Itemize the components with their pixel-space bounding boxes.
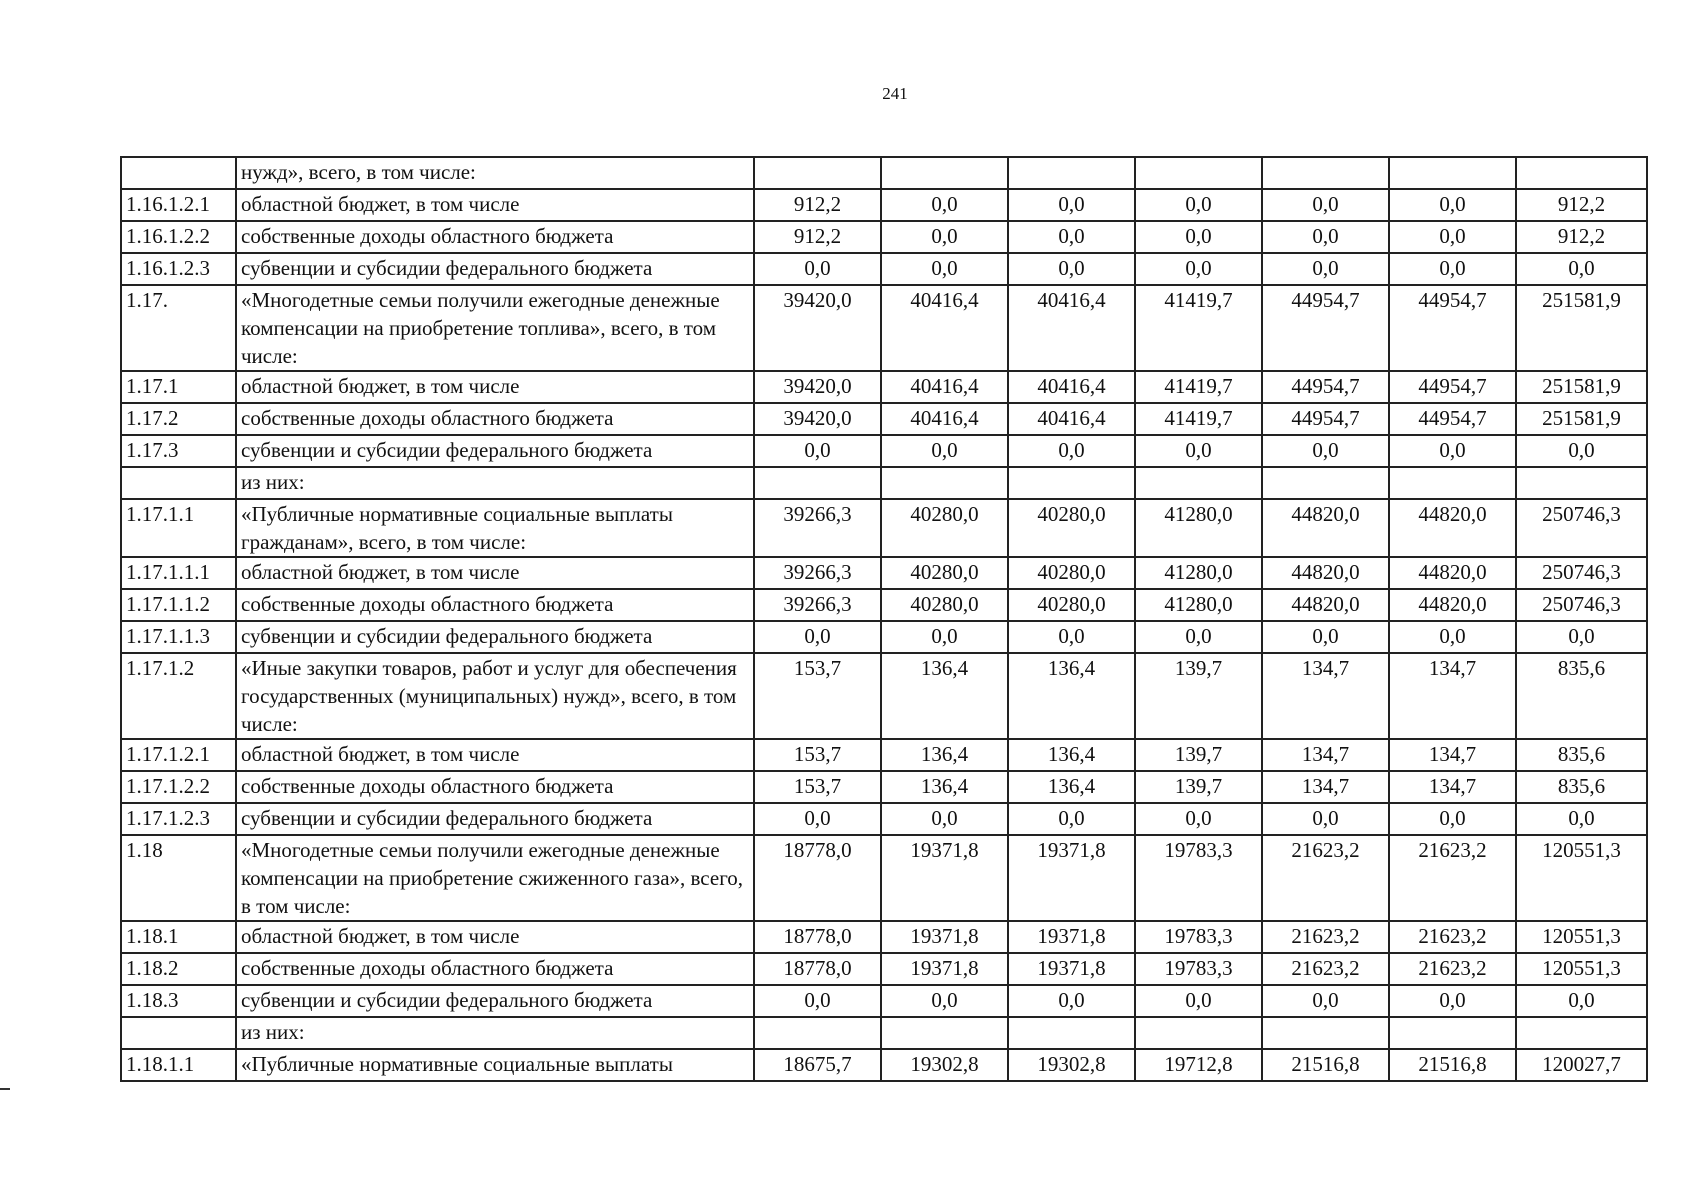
row-total: 835,6 bbox=[1516, 771, 1647, 803]
row-value: 19302,8 bbox=[881, 1049, 1008, 1081]
row-total: 250746,3 bbox=[1516, 557, 1647, 589]
row-description: субвенции и субсидии федерального бюджета bbox=[236, 253, 754, 285]
table-row bbox=[121, 589, 1647, 621]
row-value: 21623,2 bbox=[1389, 953, 1516, 985]
row-value: 44954,7 bbox=[1389, 403, 1516, 435]
row-value: 41419,7 bbox=[1135, 403, 1262, 435]
row-description: собственные доходы областного бюджета bbox=[236, 771, 754, 803]
row-description: субвенции и субсидии федерального бюджета bbox=[236, 985, 754, 1017]
row-description: субвенции и субсидии федерального бюджета bbox=[236, 621, 754, 653]
row-value: 18778,0 bbox=[754, 835, 881, 921]
row-value: 0,0 bbox=[1008, 221, 1135, 253]
row-value: 0,0 bbox=[1262, 621, 1389, 653]
row-value: 0,0 bbox=[754, 435, 881, 467]
table-row bbox=[121, 921, 1647, 953]
row-value: 40416,4 bbox=[881, 403, 1008, 435]
row-description: «Многодетные семьи получили ежегодные денежные компенсации на приобретение топлива», всего, в том числе: bbox=[236, 285, 754, 371]
row-code: 1.17.3 bbox=[121, 435, 236, 467]
row-value: 21623,2 bbox=[1389, 921, 1516, 953]
row-value: 40416,4 bbox=[1008, 371, 1135, 403]
row-value: 19783,3 bbox=[1135, 835, 1262, 921]
row-value: 0,0 bbox=[1262, 221, 1389, 253]
row-description: собственные доходы областного бюджета bbox=[236, 589, 754, 621]
row-value: 153,7 bbox=[754, 739, 881, 771]
row-value: 41280,0 bbox=[1135, 499, 1262, 557]
row-description: из них: bbox=[236, 467, 754, 499]
row-value: 912,2 bbox=[754, 221, 881, 253]
row-value: 21623,2 bbox=[1262, 953, 1389, 985]
row-value: 0,0 bbox=[1008, 621, 1135, 653]
row-value: 139,7 bbox=[1135, 653, 1262, 739]
row-value: 39266,3 bbox=[754, 589, 881, 621]
row-value: 0,0 bbox=[881, 253, 1008, 285]
row-value bbox=[1262, 1017, 1389, 1049]
table-row bbox=[121, 499, 1647, 557]
row-value: 134,7 bbox=[1389, 771, 1516, 803]
row-value: 153,7 bbox=[754, 653, 881, 739]
row-value: 41419,7 bbox=[1135, 285, 1262, 371]
row-value bbox=[1389, 157, 1516, 189]
row-value bbox=[1008, 157, 1135, 189]
row-total: 0,0 bbox=[1516, 435, 1647, 467]
row-value: 18778,0 bbox=[754, 953, 881, 985]
row-value: 39420,0 bbox=[754, 371, 881, 403]
row-code: 1.17.1.2.3 bbox=[121, 803, 236, 835]
row-description: нужд», всего, в том числе: bbox=[236, 157, 754, 189]
row-total: 0,0 bbox=[1516, 253, 1647, 285]
row-code: 1.17.1.1.3 bbox=[121, 621, 236, 653]
table-row bbox=[121, 221, 1647, 253]
row-code: 1.18.3 bbox=[121, 985, 236, 1017]
table-row bbox=[121, 739, 1647, 771]
row-value: 19371,8 bbox=[1008, 953, 1135, 985]
row-description: «Публичные нормативные социальные выплаты bbox=[236, 1049, 754, 1081]
table-row bbox=[121, 189, 1647, 221]
row-total: 0,0 bbox=[1516, 621, 1647, 653]
row-value: 40416,4 bbox=[1008, 403, 1135, 435]
row-value: 41280,0 bbox=[1135, 589, 1262, 621]
row-code: 1.17.1.2 bbox=[121, 653, 236, 739]
table-row bbox=[121, 557, 1647, 589]
row-value: 44954,7 bbox=[1389, 371, 1516, 403]
row-value: 0,0 bbox=[881, 189, 1008, 221]
row-value: 0,0 bbox=[1135, 621, 1262, 653]
row-value bbox=[1135, 467, 1262, 499]
table-row bbox=[121, 621, 1647, 653]
row-value: 39420,0 bbox=[754, 285, 881, 371]
row-total: 120551,3 bbox=[1516, 921, 1647, 953]
row-value: 40280,0 bbox=[1008, 499, 1135, 557]
row-value: 0,0 bbox=[1389, 621, 1516, 653]
row-total: 120027,7 bbox=[1516, 1049, 1647, 1081]
table-row bbox=[121, 653, 1647, 739]
row-code: 1.17.2 bbox=[121, 403, 236, 435]
row-description: «Публичные нормативные социальные выплаты гражданам», всего, в том числе: bbox=[236, 499, 754, 557]
row-total: 250746,3 bbox=[1516, 589, 1647, 621]
row-total bbox=[1516, 1017, 1647, 1049]
row-value bbox=[881, 157, 1008, 189]
row-code: 1.18.2 bbox=[121, 953, 236, 985]
row-value: 0,0 bbox=[881, 435, 1008, 467]
row-code: 1.17.1.1 bbox=[121, 499, 236, 557]
row-value: 134,7 bbox=[1262, 739, 1389, 771]
row-value: 44954,7 bbox=[1389, 285, 1516, 371]
row-value: 39266,3 bbox=[754, 557, 881, 589]
row-value: 19371,8 bbox=[881, 921, 1008, 953]
row-value: 0,0 bbox=[1135, 253, 1262, 285]
row-value: 0,0 bbox=[1008, 435, 1135, 467]
row-code: 1.17.1.2.2 bbox=[121, 771, 236, 803]
row-value: 0,0 bbox=[881, 621, 1008, 653]
row-code bbox=[121, 1017, 236, 1049]
row-value: 40280,0 bbox=[881, 557, 1008, 589]
row-value: 40416,4 bbox=[1008, 285, 1135, 371]
margin-mark bbox=[0, 1088, 10, 1090]
row-description: собственные доходы областного бюджета bbox=[236, 953, 754, 985]
row-total: 251581,9 bbox=[1516, 371, 1647, 403]
table-row bbox=[121, 835, 1647, 921]
row-value: 0,0 bbox=[881, 985, 1008, 1017]
table-row bbox=[121, 403, 1647, 435]
row-code: 1.18.1.1 bbox=[121, 1049, 236, 1081]
row-value: 0,0 bbox=[1008, 253, 1135, 285]
row-value bbox=[754, 467, 881, 499]
row-value: 44954,7 bbox=[1262, 285, 1389, 371]
row-value: 19302,8 bbox=[1008, 1049, 1135, 1081]
row-value: 18778,0 bbox=[754, 921, 881, 953]
row-value: 19712,8 bbox=[1135, 1049, 1262, 1081]
row-value: 0,0 bbox=[1389, 435, 1516, 467]
row-total: 120551,3 bbox=[1516, 953, 1647, 985]
table-row bbox=[121, 953, 1647, 985]
row-value: 0,0 bbox=[754, 253, 881, 285]
row-value: 136,4 bbox=[1008, 653, 1135, 739]
row-total: 0,0 bbox=[1516, 803, 1647, 835]
table-row bbox=[121, 771, 1647, 803]
row-value: 153,7 bbox=[754, 771, 881, 803]
row-value: 0,0 bbox=[1008, 803, 1135, 835]
row-description: областной бюджет, в том числе bbox=[236, 557, 754, 589]
row-code: 1.17.1.1.1 bbox=[121, 557, 236, 589]
row-total: 120551,3 bbox=[1516, 835, 1647, 921]
table-row bbox=[121, 1017, 1647, 1049]
row-value: 0,0 bbox=[1389, 189, 1516, 221]
row-code: 1.17.1.1.2 bbox=[121, 589, 236, 621]
row-total: 912,2 bbox=[1516, 221, 1647, 253]
row-value: 40416,4 bbox=[881, 371, 1008, 403]
row-value: 136,4 bbox=[1008, 771, 1135, 803]
row-value: 0,0 bbox=[1389, 803, 1516, 835]
row-value: 136,4 bbox=[881, 653, 1008, 739]
row-value bbox=[1135, 1017, 1262, 1049]
row-value: 0,0 bbox=[881, 803, 1008, 835]
table-row bbox=[121, 435, 1647, 467]
row-value bbox=[881, 467, 1008, 499]
row-value bbox=[754, 157, 881, 189]
budget-table bbox=[120, 156, 1648, 1082]
row-value: 21623,2 bbox=[1262, 921, 1389, 953]
row-value: 134,7 bbox=[1389, 739, 1516, 771]
row-value bbox=[1135, 157, 1262, 189]
page-number: 241 bbox=[882, 84, 908, 103]
row-description: областной бюджет, в том числе bbox=[236, 739, 754, 771]
row-value: 0,0 bbox=[1262, 435, 1389, 467]
row-value: 44820,0 bbox=[1262, 499, 1389, 557]
row-description: собственные доходы областного бюджета bbox=[236, 221, 754, 253]
row-value: 0,0 bbox=[1389, 985, 1516, 1017]
row-value: 136,4 bbox=[1008, 739, 1135, 771]
row-value: 0,0 bbox=[1262, 803, 1389, 835]
row-value: 40280,0 bbox=[881, 589, 1008, 621]
row-value bbox=[1008, 467, 1135, 499]
row-value: 21623,2 bbox=[1262, 835, 1389, 921]
row-value: 44820,0 bbox=[1262, 557, 1389, 589]
row-description: «Многодетные семьи получили ежегодные денежные компенсации на приобретение сжиженного газа», всего, в том числе: bbox=[236, 835, 754, 921]
table-row bbox=[121, 253, 1647, 285]
row-value: 0,0 bbox=[1008, 189, 1135, 221]
table-row bbox=[121, 157, 1647, 189]
table-row bbox=[121, 985, 1647, 1017]
row-value: 39266,3 bbox=[754, 499, 881, 557]
row-description: субвенции и субсидии федерального бюджета bbox=[236, 435, 754, 467]
row-value: 19783,3 bbox=[1135, 921, 1262, 953]
row-description: областной бюджет, в том числе bbox=[236, 921, 754, 953]
row-value: 19371,8 bbox=[1008, 835, 1135, 921]
row-description: «Иные закупки товаров, работ и услуг для обеспечения государственных (муниципальных) нужд», всего, в том числе: bbox=[236, 653, 754, 739]
row-description: субвенции и субсидии федерального бюджета bbox=[236, 803, 754, 835]
row-value: 21623,2 bbox=[1389, 835, 1516, 921]
row-value: 0,0 bbox=[754, 985, 881, 1017]
row-value: 40280,0 bbox=[881, 499, 1008, 557]
row-value: 19783,3 bbox=[1135, 953, 1262, 985]
row-description: областной бюджет, в том числе bbox=[236, 371, 754, 403]
row-total: 835,6 bbox=[1516, 653, 1647, 739]
row-value: 0,0 bbox=[1135, 985, 1262, 1017]
row-value: 40280,0 bbox=[1008, 589, 1135, 621]
row-value: 44954,7 bbox=[1262, 371, 1389, 403]
row-code: 1.16.1.2.2 bbox=[121, 221, 236, 253]
table-row bbox=[121, 371, 1647, 403]
row-total bbox=[1516, 467, 1647, 499]
row-value: 0,0 bbox=[1389, 221, 1516, 253]
row-value: 0,0 bbox=[1135, 221, 1262, 253]
row-value: 0,0 bbox=[1135, 803, 1262, 835]
row-code: 1.18.1 bbox=[121, 921, 236, 953]
row-value bbox=[1262, 157, 1389, 189]
row-value: 0,0 bbox=[1008, 985, 1135, 1017]
row-code: 1.16.1.2.1 bbox=[121, 189, 236, 221]
row-value: 44820,0 bbox=[1389, 557, 1516, 589]
row-value: 44820,0 bbox=[1389, 499, 1516, 557]
row-value bbox=[1262, 467, 1389, 499]
row-value: 0,0 bbox=[1135, 189, 1262, 221]
row-value: 44820,0 bbox=[1389, 589, 1516, 621]
row-value: 40416,4 bbox=[881, 285, 1008, 371]
row-code bbox=[121, 467, 236, 499]
row-code: 1.17.1 bbox=[121, 371, 236, 403]
row-total bbox=[1516, 157, 1647, 189]
table-row bbox=[121, 467, 1647, 499]
row-code: 1.18 bbox=[121, 835, 236, 921]
table-row bbox=[121, 1049, 1647, 1081]
row-value: 0,0 bbox=[1262, 189, 1389, 221]
row-code bbox=[121, 157, 236, 189]
row-value bbox=[1389, 1017, 1516, 1049]
row-description: собственные доходы областного бюджета bbox=[236, 403, 754, 435]
row-total: 0,0 bbox=[1516, 985, 1647, 1017]
budget-table-body bbox=[121, 157, 1647, 1081]
row-value: 21516,8 bbox=[1389, 1049, 1516, 1081]
row-value: 134,7 bbox=[1262, 653, 1389, 739]
row-code: 1.16.1.2.3 bbox=[121, 253, 236, 285]
row-total: 835,6 bbox=[1516, 739, 1647, 771]
row-value: 136,4 bbox=[881, 739, 1008, 771]
row-value: 0,0 bbox=[1389, 253, 1516, 285]
row-total: 251581,9 bbox=[1516, 285, 1647, 371]
row-value bbox=[1008, 1017, 1135, 1049]
row-code: 1.17. bbox=[121, 285, 236, 371]
row-description: из них: bbox=[236, 1017, 754, 1049]
row-value bbox=[881, 1017, 1008, 1049]
row-value: 19371,8 bbox=[881, 953, 1008, 985]
row-total: 251581,9 bbox=[1516, 403, 1647, 435]
row-value: 41280,0 bbox=[1135, 557, 1262, 589]
row-value: 0,0 bbox=[1262, 253, 1389, 285]
row-value: 139,7 bbox=[1135, 771, 1262, 803]
row-description: областной бюджет, в том числе bbox=[236, 189, 754, 221]
table-row bbox=[121, 803, 1647, 835]
row-value: 139,7 bbox=[1135, 739, 1262, 771]
row-value: 44954,7 bbox=[1262, 403, 1389, 435]
table-row bbox=[121, 285, 1647, 371]
row-value: 21516,8 bbox=[1262, 1049, 1389, 1081]
row-value: 0,0 bbox=[1262, 985, 1389, 1017]
row-value: 44820,0 bbox=[1262, 589, 1389, 621]
row-value: 18675,7 bbox=[754, 1049, 881, 1081]
row-value: 19371,8 bbox=[881, 835, 1008, 921]
row-value: 40280,0 bbox=[1008, 557, 1135, 589]
row-value: 134,7 bbox=[1389, 653, 1516, 739]
row-value: 19371,8 bbox=[1008, 921, 1135, 953]
row-value: 0,0 bbox=[754, 803, 881, 835]
row-value bbox=[1389, 467, 1516, 499]
row-value bbox=[754, 1017, 881, 1049]
row-value: 41419,7 bbox=[1135, 371, 1262, 403]
row-code: 1.17.1.2.1 bbox=[121, 739, 236, 771]
row-value: 912,2 bbox=[754, 189, 881, 221]
row-total: 250746,3 bbox=[1516, 499, 1647, 557]
row-value: 0,0 bbox=[754, 621, 881, 653]
row-total: 912,2 bbox=[1516, 189, 1647, 221]
row-value: 134,7 bbox=[1262, 771, 1389, 803]
row-value: 0,0 bbox=[881, 221, 1008, 253]
row-value: 39420,0 bbox=[754, 403, 881, 435]
row-value: 0,0 bbox=[1135, 435, 1262, 467]
row-value: 136,4 bbox=[881, 771, 1008, 803]
